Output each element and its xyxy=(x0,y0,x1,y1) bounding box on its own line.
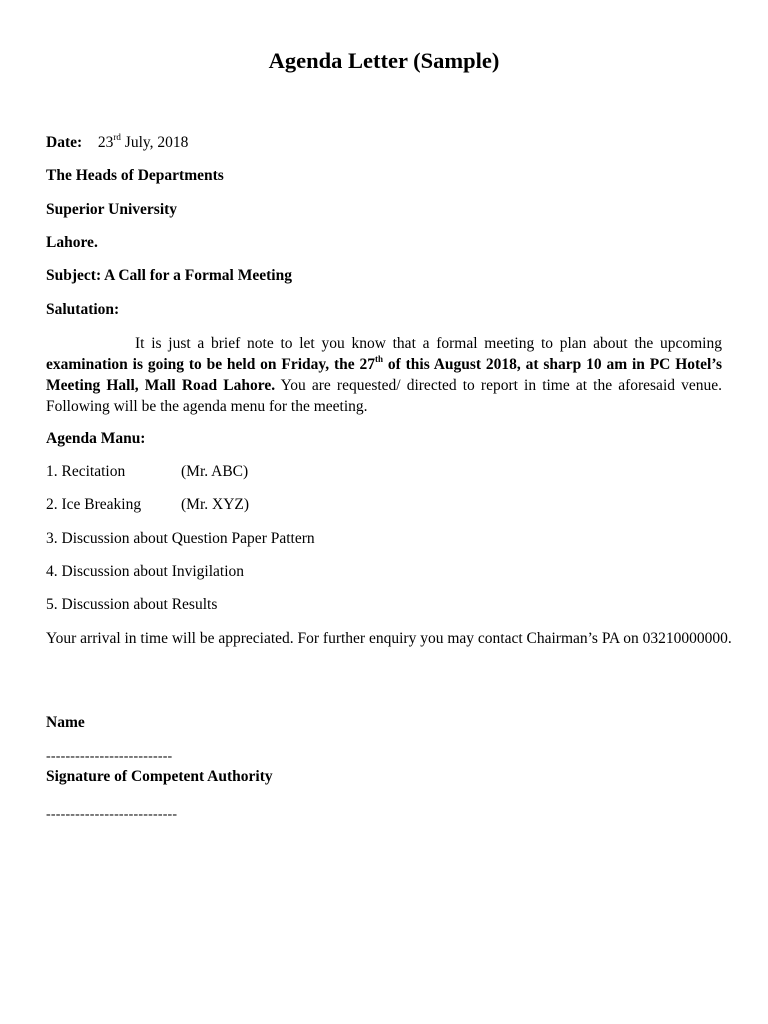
authority-label: Signature of Competent Authority xyxy=(46,768,273,785)
body-paragraph xyxy=(46,333,722,417)
closing-line: Your arrival in time will be appreciated. For further enquiry you may contact Chairman’s PA on 03210000000. xyxy=(46,630,732,647)
date-label: Date: xyxy=(46,134,83,151)
agenda-item xyxy=(46,529,315,549)
date-day: 23 xyxy=(97,134,114,151)
body-part-1: It is just a brief note to let you know that a formal meeting to plan about the upcoming xyxy=(135,335,722,352)
name-signature-line: -------------------------- xyxy=(46,749,173,764)
body-part-2: You are requested/ directed to report in time at the aforesaid venue. Following will be the agenda menu for the meeting. xyxy=(46,377,722,415)
agenda-item-person: (Mr. XYZ) xyxy=(181,496,250,513)
authority-signature-line: --------------------------- xyxy=(46,807,178,822)
body-bold-1: examination is going to be held on Friday, the 27 xyxy=(46,356,376,373)
salutation-line: Salutation: xyxy=(46,301,120,318)
agenda-item-text: 3. Discussion about Question Paper Pattern xyxy=(46,530,315,547)
date-day-suffix: rd xyxy=(113,132,121,142)
agenda-item-text: 2. Ice Breaking xyxy=(46,496,142,513)
name-label: Name xyxy=(46,714,85,731)
date-line xyxy=(46,133,188,153)
agenda-item xyxy=(46,562,244,582)
recipient-line-1: The Heads of Departments xyxy=(46,167,224,184)
agenda-heading: Agenda Manu: xyxy=(46,430,146,447)
agenda-item-person: (Mr. ABC) xyxy=(181,463,249,480)
body-bold-2: of this August 2018, at sharp 10 am in PC Hotel’s Meeting Hall, Mall Road Lahore. xyxy=(46,356,722,394)
agenda-item-text: 5. Discussion about Results xyxy=(46,596,218,613)
agenda-item-text: 4. Discussion about Invigilation xyxy=(46,563,245,580)
agenda-item-text: 1. Recitation xyxy=(46,463,126,480)
agenda-item xyxy=(46,595,217,615)
body-bold-suffix: th xyxy=(375,354,384,364)
document-title: Agenda Letter (Sample) xyxy=(268,48,500,73)
recipient-line-3: Lahore. xyxy=(46,234,98,251)
subject-line: Subject: A Call for a Formal Meeting xyxy=(46,267,292,284)
agenda-item xyxy=(46,495,346,515)
recipient-line-2: Superior University xyxy=(46,201,178,218)
date-rest: July, 2018 xyxy=(124,134,189,151)
agenda-item xyxy=(46,462,346,482)
